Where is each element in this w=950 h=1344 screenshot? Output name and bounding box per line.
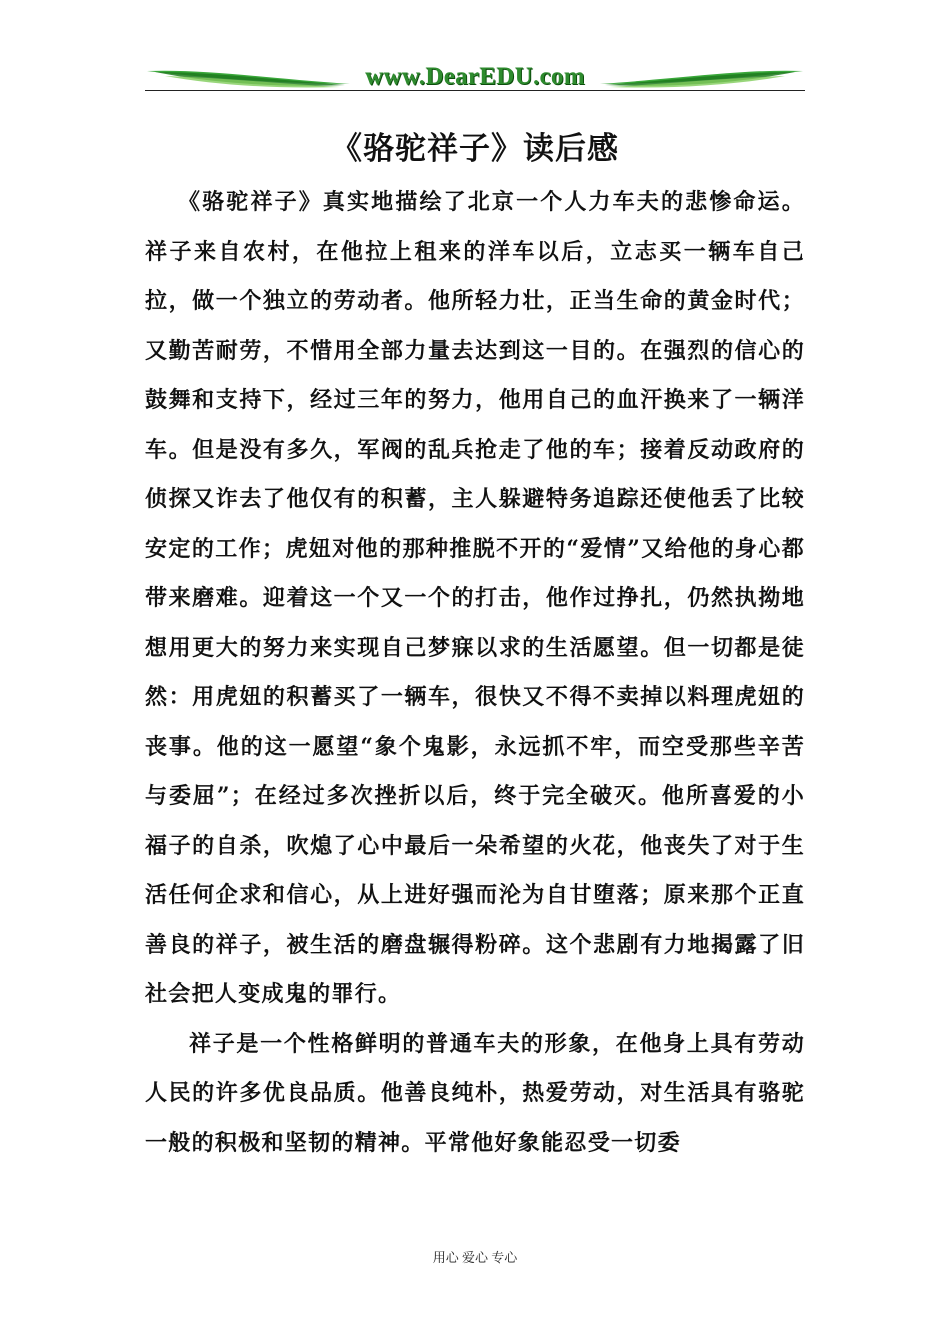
- header-divider: [145, 90, 805, 91]
- paragraph-1: 《骆驼祥子》真实地描绘了北京一个人力车夫的悲惨命运。祥子来自农村，在他拉上租来的洋车以后，立志买一辆车自己拉，做一个独立的劳动者。他所轻力壮，正当生命的黄金时代；又勤苦耐劳，不惜用全部力量去达到这一目的。在强烈的信心的鼓舞和支持下，经过三年的努力，他用自己的血汗换来了一辆洋车。但是没有多久，军阀的乱兵抢走了他的车；接着反动政府的侦探又诈去了他仅有的积蓄，主人躲避特务追踪还使他丢了比较安定的工作；虎妞对他的那种推脱不开的“爱情”又给他的身心都带来磨难。迎着这一个又一个的打击，他作过挣扎，仍然执拗地想用更大的努力来实现自己梦寐以求的生活愿望。但一切都是徒然：用虎妞的积蓄买了一辆车，很快又不得不卖掉以料理虎妞的丧事。他的这一愿望“象个鬼影，永远抓不牢，而空受那些辛苦与委屈”；在经过多次挫折以后，终于完全破灭。他所喜爱的小福子的自杀，吹熄了心中最后一朵希望的火花，他丧失了对于生活任何企求和信心，从上进好强而沦为自甘堕落；原来那个正直善良的祥子，被生活的磨盘辗得粉碎。这个悲剧有力地揭露了旧社会把人变成鬼的罪行。: [145, 189, 805, 1007]
- site-url: www.DearEDU.com: [365, 63, 585, 90]
- paragraph-2: 祥子是一个性格鲜明的普通车夫的形象，在他身上具有劳动人民的许多优良品质。他善良纯朴，热爱劳动，对生活具有骆驼一般的积极和坚韧的精神。平常他好象能忍受一切委: [145, 1030, 805, 1156]
- page-header: [145, 60, 805, 94]
- essay-body: [145, 178, 805, 1168]
- page-title: 《骆驼祥子》读后感: [331, 131, 619, 167]
- page-footer: 用心 爱心 专心: [432, 1250, 518, 1265]
